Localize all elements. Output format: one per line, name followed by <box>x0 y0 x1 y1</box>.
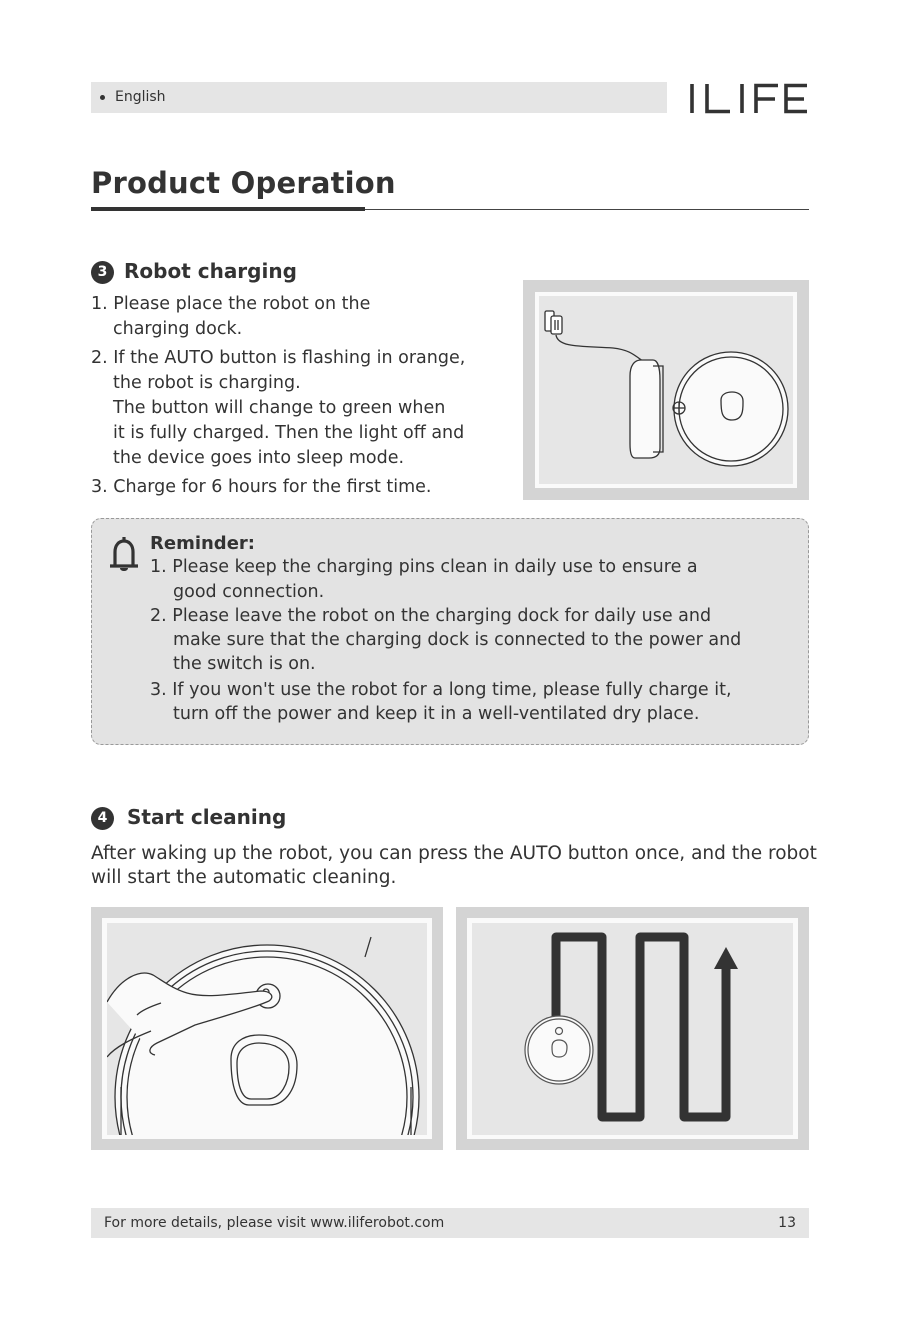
body-line: After waking up the robot, you can press the AUTO button once, and the robot <box>91 843 817 864</box>
step-line: 1. Please place the robot on the <box>91 294 371 314</box>
cleaning-path-illustration <box>456 907 809 1150</box>
footer-text: For more details, please visit www.iliferobot.com <box>104 1215 445 1231</box>
reminder-title: Reminder: <box>150 533 255 554</box>
press-button-illustration <box>91 907 443 1150</box>
page-title: Product Operation <box>91 166 396 200</box>
step-line: the device goes into sleep mode. <box>113 448 405 468</box>
ilife-logo <box>688 80 810 118</box>
charging-illustration <box>523 280 809 500</box>
robot-on-dock-drawing <box>523 280 809 500</box>
reminder-line: 3. If you won't use the robot for a long time, please fully charge it, <box>150 680 732 700</box>
hand-pressing-drawing <box>91 907 443 1150</box>
footer-bar <box>91 1208 809 1238</box>
reminder-line: make sure that the charging dock is connected to the power and <box>173 630 742 650</box>
section-title: Robot charging <box>124 259 297 283</box>
step-line: it is fully charged. Then the light off and <box>113 423 465 443</box>
language-bar <box>91 82 667 113</box>
reminder-line: 2. Please leave the robot on the charging dock for daily use and <box>150 606 712 626</box>
step-line: 2. If the AUTO button is flashing in orange, <box>91 348 466 368</box>
page-number: 13 <box>778 1215 796 1231</box>
section-title: Start cleaning <box>127 805 287 829</box>
section-number-badge: 3 <box>91 261 114 284</box>
title-underline <box>91 207 365 211</box>
reminder-line: turn off the power and keep it in a well-ventilated dry place. <box>173 704 700 724</box>
step-line: charging dock. <box>113 319 243 339</box>
reminder-line: good connection. <box>173 582 325 602</box>
start-cleaning-text <box>91 842 821 890</box>
step-line: 3. Charge for 6 hours for the first time. <box>91 477 432 497</box>
reminder-line: the switch is on. <box>173 654 316 674</box>
body-line: will start the automatic cleaning. <box>91 867 397 888</box>
step-line: The button will change to green when <box>113 398 446 418</box>
reminder-box <box>91 518 809 745</box>
language-label: English <box>115 89 166 105</box>
section-number-badge: 4 <box>91 807 114 830</box>
zigzag-path-drawing <box>456 907 809 1150</box>
bullet-icon <box>100 95 105 100</box>
step-line: the robot is charging. <box>113 373 301 393</box>
reminder-line: 1. Please keep the charging pins clean in daily use to ensure a <box>150 557 698 577</box>
charging-steps <box>91 292 465 500</box>
bell-icon <box>106 535 142 575</box>
